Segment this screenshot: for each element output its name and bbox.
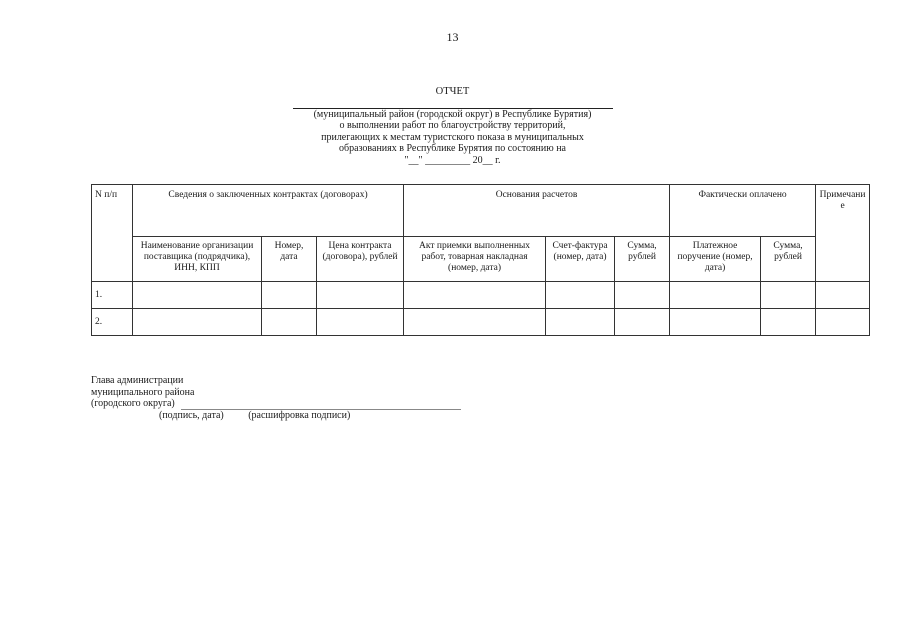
signature-captions — [91, 410, 511, 422]
signatory-title-line: (городского округа) — [91, 398, 175, 409]
table-cell — [670, 309, 761, 336]
table-cell — [262, 282, 317, 309]
table-cell — [317, 282, 404, 309]
table-cell — [133, 282, 262, 309]
heading-line: прилегающих к местам туристского показа в муниципальных — [321, 131, 584, 143]
report-heading — [0, 86, 905, 166]
header-grounds-sum: Сумма, рублей — [615, 237, 670, 282]
heading-date-line: "__" _________ 20__ г. — [404, 154, 501, 166]
heading-line: (муниципальный район (городской округ) в Республике Бурятия) — [313, 108, 592, 120]
signatory-title-line: муниципального района — [91, 386, 195, 398]
signature-blank — [181, 399, 461, 410]
row-number: 1. — [92, 282, 133, 309]
heading-line: о выполнении работ по благоустройству территорий, — [339, 120, 566, 131]
table-cell — [546, 309, 615, 336]
header-paid-sum: Сумма, рублей — [761, 237, 816, 282]
report-title: ОТЧЕТ — [435, 86, 470, 97]
municipality-blank-line — [293, 99, 613, 109]
header-contract-number: Номер, дата — [262, 237, 317, 282]
table-row — [92, 282, 870, 309]
caption-signature-date: (подпись, дата) — [159, 409, 224, 421]
table-group-header-row — [92, 185, 870, 237]
header-contract-price: Цена контракта (договора), рублей — [317, 237, 404, 282]
table-cell — [317, 309, 404, 336]
caption-name-decoding: (расшифровка подписи) — [248, 409, 351, 421]
table-cell — [404, 282, 546, 309]
table-cell — [761, 282, 816, 309]
header-paid: Фактически оплачено — [670, 185, 816, 237]
table-cell — [404, 309, 546, 336]
page-number: 13 — [446, 30, 459, 44]
header-grounds: Основания расчетов — [404, 185, 670, 237]
header-invoice: Счет-фактура (номер, дата) — [546, 237, 615, 282]
table-cell — [133, 309, 262, 336]
heading-line: образованиях в Республике Бурятия по состоянию на — [339, 143, 566, 154]
report-table — [91, 184, 870, 336]
table-subheader-row — [92, 237, 870, 282]
header-supplier: Наименование организации поставщика (подрядчика), ИНН, КПП — [133, 237, 262, 282]
table-cell — [761, 309, 816, 336]
signature-block — [91, 375, 511, 421]
table-row — [92, 309, 870, 336]
signature-line — [91, 398, 511, 410]
row-number: 2. — [92, 309, 133, 336]
table-cell — [262, 309, 317, 336]
table-cell — [816, 282, 870, 309]
table-cell — [670, 282, 761, 309]
table-cell — [816, 309, 870, 336]
header-num: N п/п — [92, 185, 133, 282]
table-cell — [615, 282, 670, 309]
table-cell — [615, 309, 670, 336]
header-contracts: Сведения о заключенных контрактах (договорах) — [133, 185, 404, 237]
header-acceptance-act: Акт приемки выполненных работ, товарная накладная (номер, дата) — [404, 237, 546, 282]
table-cell — [546, 282, 615, 309]
header-note: Примечание — [816, 185, 870, 282]
signatory-title-line: Глава администрации — [91, 375, 184, 386]
header-payment-order: Платежное поручение (номер, дата) — [670, 237, 761, 282]
